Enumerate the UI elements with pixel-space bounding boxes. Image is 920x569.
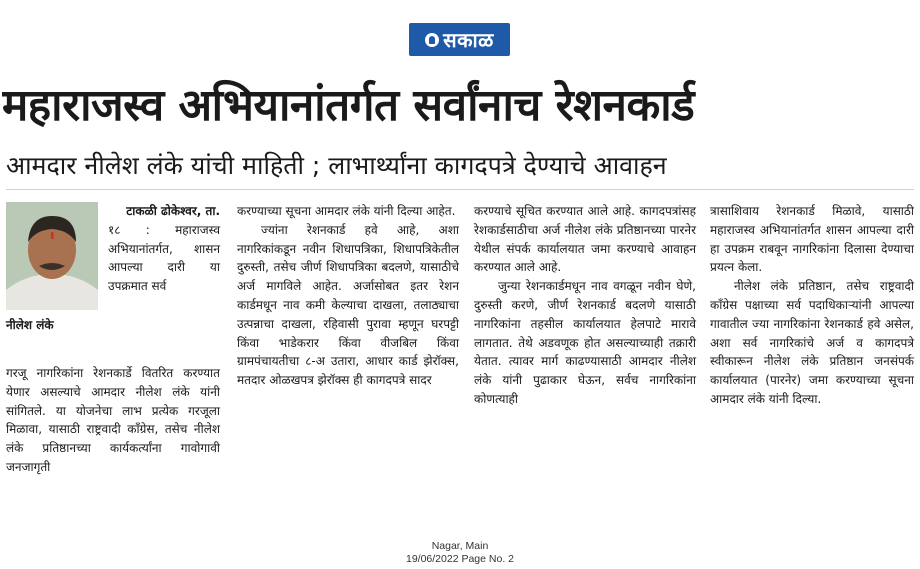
- article-column-1-bottom: [6, 352, 220, 489]
- article-column-3: [474, 202, 696, 409]
- article-column-4: [710, 202, 914, 409]
- subheadline: आमदार नीलेश लंके यांची माहिती ; लाभार्थ्यांना कागदपत्रे देण्याचे आवाहन: [6, 151, 667, 180]
- masthead-logo: [409, 23, 510, 56]
- article-text: ज्यांना रेशनकार्ड हवे आहे, अशा नागरिकांकडून नवीन शिधापत्रिका, शिधापत्रिकेतील दुरुस्ती, तसेच जीर्ण शिधापत्रिका बदलणे, यासाठीचे अर्ज मागविले आहेत. अर्जासोबत इतर रेशन कार्डमधून नाव कमी केल्याचा दाखला, तलाठ्याचा उत्पन्नाचा दाखला, रहिवासी पुरावा म्हणून घरपट्टी किंवा भाडेकरार किंवा वीजबिल किंवा ग्रामपंचायतीचा ८-अ उतारा, आधार कार्ड झेरॉक्स, मतदार ओळखपत्र झेरॉक्स ही कागदपत्रे सादर: [237, 222, 459, 388]
- date-page-label: 19/06/2022 Page No. 2: [405, 553, 514, 565]
- article-text: जुन्या रेशनकार्डमधून नाव वगळून नवीन घेणे, दुरुस्ती करणे, जीर्ण रेशनकार्ड बदलणे यासाठी नागरिकांना तहसील कार्यालयात हेलपाटे मारावे लागतात. तेथे अडवणूक होत असल्याच्याही तक्रारी येतात. त्यावर मार्ग काढण्यासाठी आमदार नीलेश लंके यांनी पुढाकार घेऊन, सर्वच नागरिकांना कोणत्याही: [474, 279, 696, 406]
- article-text: त्रासाशिवाय रेशनकार्ड मिळावे, यासाठी महाराजस्व अभियानांतर्गत शासन आपल्या दारी हा उपक्रम राबवून नागरिकांना दिलासा देण्याचा प्रयत्न केला.: [710, 204, 914, 275]
- article-column-2: [237, 202, 459, 390]
- article-text: करण्याच्या सूचना आमदार लंके यांनी दिल्या आहेत.: [237, 204, 456, 218]
- edition-label: Nagar, Main: [431, 540, 489, 552]
- article-column-1: [108, 202, 220, 296]
- article-text: करण्याचे सूचित करण्यात आले आहे. कागदपत्रांसह रेशकार्डसाठीचा अर्ज नीलेश लंके प्रतिष्ठानच्या पारनेर येथील संपर्क कार्यालयात जमा करण्याचे आवाहन करण्यात आले आहे.: [474, 204, 696, 275]
- article-text: १८ : महाराजस्व अभियानांतर्गत, शासन आपल्या दारी या उपक्रमात सर्व: [108, 222, 220, 294]
- masthead-name: सकाळ: [443, 28, 494, 52]
- divider: [6, 189, 914, 190]
- sakal-emblem-icon: [425, 33, 439, 47]
- author-photo: [6, 202, 98, 310]
- photo-caption: नीलेश लंके: [6, 318, 54, 332]
- page-footer: [370, 540, 550, 566]
- dateline: टाकळी ढोकेश्‍वर, ता.: [126, 204, 220, 218]
- article-text: नीलेश लंके प्रतिष्ठान, तसेच राष्ट्रवादी काँग्रेस पक्षाच्या सर्व पदाधिकाऱ्यांनी आपल्या गावातील ज्या नागरिकांना रेशनकार्ड हवे असेल, अशा सर्व नागरिकांचे अर्ज व कागदपत्रे स्वीकारून नीलेश लंके प्रतिष्ठान जनसंपर्क कार्यालयात (पारनेर) जमा करण्याच्या सूचना आमदार लंके यांनी दिल्या.: [710, 279, 914, 406]
- article-text: गरजू नागरिकांना रेशनकार्डे वितरित करण्यात येणार असल्याचे आमदार नीलेश लंके यांनी सांगितले. या योजनेचा लाभ प्रत्येक गरजूला मिळावा, यासाठी राष्ट्रवादी काँग्रेस, तसेच नीलेश लंके प्रतिष्ठानच्या कार्यकर्त्यांना गावोगावी जनजागृती: [6, 366, 220, 474]
- headline: महाराजस्व अभियानांतर्गत सर्वांनाच रेशनकार्ड: [2, 80, 695, 131]
